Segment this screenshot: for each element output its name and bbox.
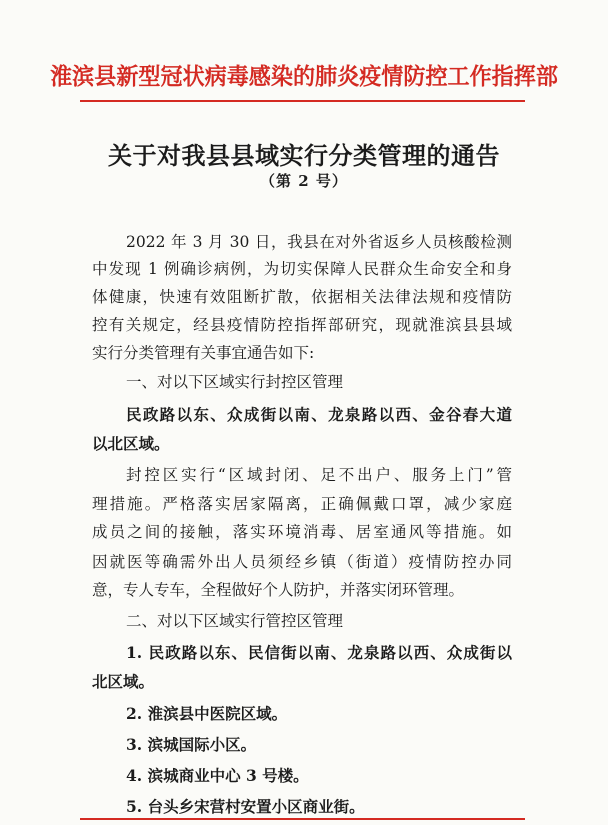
area-description: 以北区域。 — [92, 434, 170, 453]
body-line: 因就医等确需外出人员须经乡镇（街道）疫情防控办同 — [92, 553, 512, 571]
area-item-2: 2. 淮滨县中医院区域。 — [126, 704, 288, 723]
area-item-5: 5. 台头乡宋营村安置小区商业街。 — [126, 797, 365, 816]
body-line: 意，专人专车，全程做好个人防护，并落实闭环管理。 — [92, 581, 465, 599]
area-item-4: 4. 滨城商业中心 3 号楼。 — [126, 766, 309, 785]
body-line: 2022 年 3 月 30 日，我县在对外省返乡人员核酸检测 — [126, 233, 512, 251]
area-description: 民政路以东、众成街以南、龙泉路以西、金谷春大道 — [126, 405, 512, 424]
body-line: 控有关规定，经县疫情防控指挥部研究，现就淮滨县县域 — [92, 316, 512, 334]
section-heading-1: 一、对以下区域实行封控区管理 — [126, 373, 344, 391]
area-item-3: 3. 滨城国际小区。 — [126, 735, 257, 754]
red-divider-top — [80, 100, 525, 102]
issuer-masthead: 淮滨县新型冠状病毒感染的肺炎疫情防控工作指挥部 — [50, 63, 558, 90]
area-item-1: 1. 民政路以东、民信街以南、龙泉路以西、众成街以 — [126, 643, 512, 662]
body-line: 实行分类管理有关事宜通告如下: — [92, 344, 315, 362]
body-line: 成员之间的接触，落实环境消毒、居室通风等措施。如 — [92, 523, 512, 541]
notice-number: （第 2 号） — [260, 172, 348, 190]
body-line: 封控区实行“区域封闭、足不出户、服务上门”管 — [126, 466, 512, 484]
notice-title: 关于对我县县域实行分类管理的通告 — [108, 141, 500, 170]
section-heading-2: 二、对以下区域实行管控区管理 — [126, 612, 344, 630]
body-line: 体健康，快速有效阻断扩散，依据相关法律法规和疫情防 — [92, 288, 512, 306]
area-item-1-cont: 北区域。 — [92, 672, 155, 691]
body-line: 理措施。严格落实居家隔离，正确佩戴口罩，减少家庭 — [92, 495, 512, 513]
red-divider-bottom — [80, 818, 525, 820]
body-line: 中发现 1 例确诊病例，为切实保障人民群众生命安全和身 — [92, 260, 512, 278]
